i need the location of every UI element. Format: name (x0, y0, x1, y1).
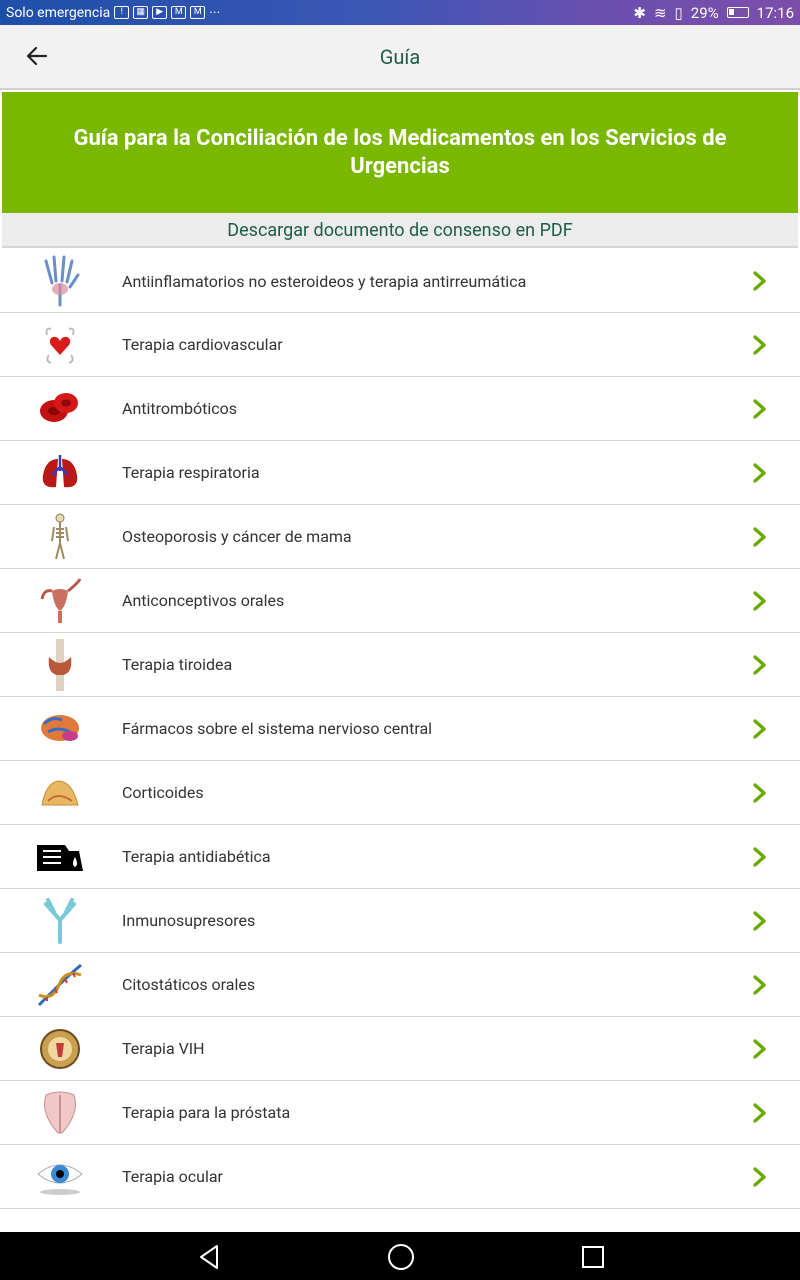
prostate-icon (34, 1087, 86, 1139)
guide-banner (2, 92, 798, 213)
list-item-label: Inmunosupresores (122, 911, 256, 930)
list-item[interactable] (0, 953, 800, 1017)
hand-bones-icon (34, 255, 86, 307)
youtube-notification-icon: ▶ (152, 6, 167, 19)
lungs-icon (34, 447, 86, 499)
list-item-label: Fármacos sobre el sistema nervioso central (122, 719, 433, 738)
uterus-icon (34, 575, 86, 627)
list-item-label: Terapia respiratoria (122, 463, 260, 482)
chevron-right-icon (748, 782, 770, 804)
system-nav-bar (0, 1232, 800, 1280)
list-item-label: Terapia antidiabética (122, 847, 271, 866)
heart-icon (34, 319, 86, 371)
skeleton-icon (34, 511, 86, 563)
download-pdf-label: Descargar documento de consenso en PDF (227, 220, 573, 241)
list-item[interactable] (0, 633, 800, 697)
status-bar (0, 0, 800, 25)
page-title: Guía (379, 45, 421, 69)
list-item[interactable] (0, 569, 800, 633)
list-item[interactable] (0, 441, 800, 505)
alert-notification-icon: ! (114, 6, 129, 19)
chevron-right-icon (748, 462, 770, 484)
chevron-right-icon (748, 718, 770, 740)
list-item[interactable] (0, 1145, 800, 1209)
gallery-notification-icon: ▦ (133, 6, 148, 19)
list-item-label: Terapia ocular (122, 1167, 223, 1186)
nav-home-icon[interactable] (386, 1242, 416, 1272)
list-item[interactable] (0, 505, 800, 569)
more-notifications-icon: ··· (209, 4, 221, 21)
list-item[interactable] (0, 250, 800, 313)
sim-icon: ▯ (674, 3, 683, 22)
list-item[interactable] (0, 889, 800, 953)
chevron-right-icon (748, 974, 770, 996)
chevron-right-icon (748, 1166, 770, 1188)
mail-notification-icon: M (171, 6, 186, 19)
list-item-label: Terapia VIH (122, 1039, 205, 1058)
list-item-label: Citostáticos orales (122, 975, 256, 994)
list-item[interactable] (0, 313, 800, 377)
list-item[interactable] (0, 761, 800, 825)
list-item-label: Antitrombóticos (122, 399, 238, 418)
download-pdf-button[interactable] (2, 213, 798, 248)
chevron-right-icon (748, 526, 770, 548)
list-item-label: Osteoporosis y cáncer de mama (122, 527, 352, 546)
list-item-label: Terapia tiroidea (122, 655, 233, 674)
list-item[interactable] (0, 1017, 800, 1081)
app-bar (0, 25, 800, 90)
list-item[interactable] (0, 1081, 800, 1145)
nav-recents-icon[interactable] (578, 1242, 608, 1272)
chevron-right-icon (748, 270, 770, 292)
bluetooth-icon: ✱ (633, 3, 646, 22)
adrenal-icon (34, 767, 86, 819)
list-item-label: Antiinflamatorios no esteroideos y terapia antirreumática (122, 271, 527, 291)
list-item[interactable] (0, 697, 800, 761)
list-item[interactable] (0, 377, 800, 441)
list-item-label: Corticoides (122, 783, 204, 802)
thyroid-icon (34, 639, 86, 691)
list-item-label: Terapia cardiovascular (122, 335, 283, 354)
chevron-right-icon (748, 398, 770, 420)
dna-icon (34, 959, 86, 1011)
chevron-right-icon (748, 910, 770, 932)
chevron-right-icon (748, 334, 770, 356)
wifi-icon: ≋ (653, 3, 667, 22)
chevron-right-icon (748, 590, 770, 612)
therapy-list (0, 250, 800, 1209)
brain-icon (34, 703, 86, 755)
chevron-right-icon (748, 846, 770, 868)
nav-back-icon[interactable] (195, 1242, 225, 1272)
mail-notification-icon-2: M (190, 6, 205, 19)
list-item[interactable] (0, 825, 800, 889)
battery-percent: 29% (690, 3, 719, 22)
clock: 17:16 (756, 3, 794, 22)
eye-icon (34, 1151, 86, 1203)
virus-icon (34, 1023, 86, 1075)
battery-icon (727, 7, 749, 18)
antibody-icon (34, 895, 86, 947)
list-item-label: Anticonceptivos orales (122, 591, 285, 610)
glucose-finger-icon (34, 831, 86, 883)
chevron-right-icon (748, 1038, 770, 1060)
chevron-right-icon (748, 1102, 770, 1124)
list-item-label: Terapia para la próstata (122, 1103, 291, 1122)
chevron-right-icon (748, 654, 770, 676)
blood-cells-icon (34, 383, 86, 435)
carrier-text: Solo emergencia (6, 4, 111, 21)
guide-banner-title: Guía para la Conciliación de los Medicamentos en los Servicios de Urgencias (73, 125, 727, 179)
